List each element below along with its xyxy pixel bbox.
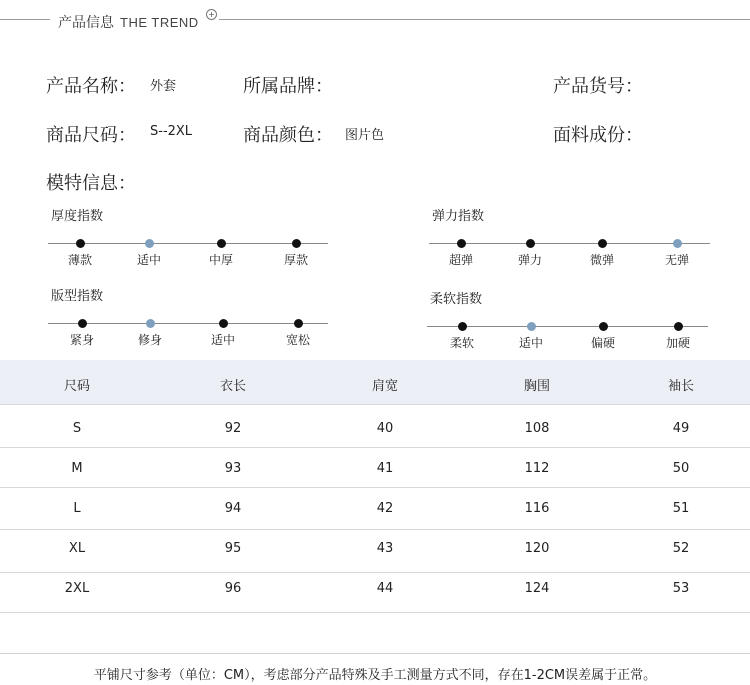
softness-scale-dot (599, 322, 608, 331)
softness-scale-option: 偏硬 (590, 336, 616, 350)
model-info-label: 模特信息： (46, 173, 136, 194)
fit-scale-dot (78, 319, 87, 328)
table-cell: 2XL (64, 581, 90, 596)
table-row-divider (0, 404, 750, 405)
product-name-value: 外套 (150, 79, 177, 94)
table-cell: 120 (524, 541, 550, 556)
table-cell: 93 (224, 461, 242, 476)
fabric-label: 面料成份： (553, 125, 643, 146)
table-cell: 50 (672, 461, 690, 476)
fit-scale-dot (294, 319, 303, 328)
softness-scale-dot (674, 322, 683, 331)
elasticity-scale-dot (673, 239, 682, 248)
thickness-scale-dot (145, 239, 154, 248)
table-header-cell: 胸围 (523, 379, 551, 394)
table-row-divider (0, 487, 750, 488)
table-cell: L (73, 501, 81, 516)
table-row-divider (0, 572, 750, 573)
table-cell: 116 (524, 501, 550, 516)
table-cell: 108 (524, 421, 550, 436)
thickness-scale-option: 厚款 (283, 253, 309, 267)
softness-scale-option: 加硬 (665, 336, 691, 350)
fit-scale-line (48, 323, 328, 324)
elasticity-scale-line (429, 243, 710, 244)
section-title-en: THE TREND (120, 15, 199, 30)
plus-circle-icon: + (206, 9, 217, 20)
thickness-scale-title: 厚度指数 (51, 209, 104, 224)
table-cell: 51 (672, 501, 690, 516)
fit-scale-dot (146, 319, 155, 328)
table-cell: 112 (524, 461, 550, 476)
elasticity-scale-dot (526, 239, 535, 248)
table-cell: 44 (376, 581, 394, 596)
table-row-divider (0, 447, 750, 448)
thickness-scale-dot (292, 239, 301, 248)
product-name-label: 产品名称： (46, 76, 136, 97)
table-cell: 40 (376, 421, 394, 436)
softness-scale-dot (458, 322, 467, 331)
thickness-scale-option: 适中 (136, 253, 162, 267)
color-label: 商品颜色： (243, 125, 333, 146)
elasticity-scale-dot (457, 239, 466, 248)
sku-label: 产品货号： (553, 76, 643, 97)
table-row-divider (0, 612, 750, 613)
thickness-scale-dot (76, 239, 85, 248)
elasticity-scale-option: 无弹 (664, 253, 690, 267)
size-value: S--2XL (150, 124, 193, 139)
measurement-note: 平铺尺寸参考（单位：CM），考虑部分产品特殊及手工测量方式不同，存在1-2CM误差属于正常。 (93, 668, 657, 683)
table-cell: 92 (224, 421, 242, 436)
table-cell: XL (68, 541, 86, 556)
softness-scale-dot (527, 322, 536, 331)
elasticity-scale-dot (598, 239, 607, 248)
fit-scale-option: 紧身 (69, 333, 95, 347)
table-cell: 49 (672, 421, 690, 436)
color-value: 图片色 (345, 128, 385, 143)
table-header-cell: 肩宽 (371, 379, 399, 394)
softness-scale-option: 适中 (518, 336, 544, 350)
table-cell: 43 (376, 541, 394, 556)
softness-scale-line (427, 326, 708, 327)
table-cell: 94 (224, 501, 242, 516)
header-divider-right (219, 19, 750, 20)
table-cell: 95 (224, 541, 242, 556)
fit-scale-title: 版型指数 (51, 289, 104, 304)
softness-scale-option: 柔软 (449, 336, 475, 350)
table-row-divider (0, 529, 750, 530)
table-cell: 96 (224, 581, 242, 596)
elasticity-scale-title: 弹力指数 (432, 209, 485, 224)
fit-scale-dot (219, 319, 228, 328)
table-cell: 52 (672, 541, 690, 556)
table-header-cell: 衣长 (219, 379, 247, 394)
thickness-scale-option: 中厚 (208, 253, 234, 267)
table-cell: 53 (672, 581, 690, 596)
header-divider-left (0, 19, 50, 20)
elasticity-scale-option: 微弹 (589, 253, 615, 267)
elasticity-scale-option: 弹力 (517, 253, 543, 267)
fit-scale-option: 宽松 (285, 333, 311, 347)
table-header-cell: 袖长 (667, 379, 695, 394)
table-header-cell: 尺码 (63, 379, 91, 394)
table-cell: M (71, 461, 83, 476)
fit-scale-option: 适中 (210, 333, 236, 347)
table-cell: S (72, 421, 82, 436)
section-title (58, 12, 199, 32)
table-cell: 41 (376, 461, 394, 476)
fit-scale-option: 修身 (137, 333, 163, 347)
elasticity-scale-option: 超弹 (448, 253, 474, 267)
thickness-scale-dot (217, 239, 226, 248)
softness-scale-title: 柔软指数 (430, 292, 483, 307)
thickness-scale-line (48, 243, 328, 244)
section-title-cn: 产品信息 (58, 15, 114, 31)
thickness-scale-option: 薄款 (67, 253, 93, 267)
size-label: 商品尺码： (46, 125, 136, 146)
footer-divider (0, 653, 750, 654)
table-cell: 42 (376, 501, 394, 516)
table-cell: 124 (524, 581, 550, 596)
brand-label: 所属品牌： (243, 76, 333, 97)
